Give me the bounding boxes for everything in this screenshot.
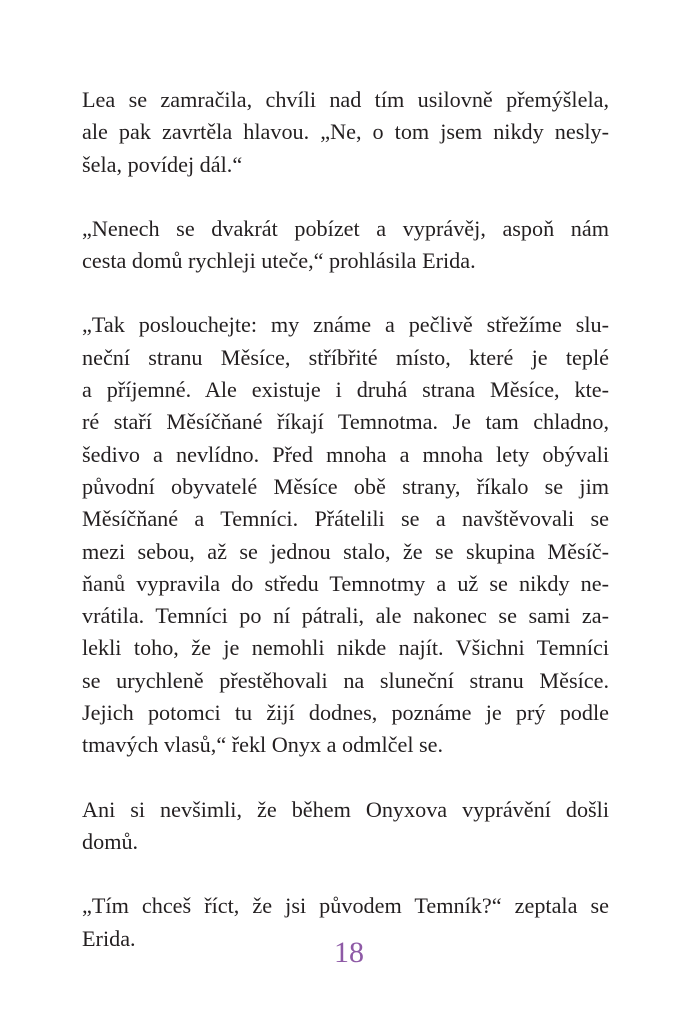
text-line: se urychleně přestěhovali na sluneční stranu Měsíce. (82, 667, 609, 693)
text-line: ré staří Měsíčňané říkají Temnotma. Je tam chladno, (82, 409, 609, 435)
text-line: šela, povídej dál.“ (82, 151, 243, 177)
text-line: tmavých vlasů,“ řekl Onyx a odmlčel se. (82, 732, 444, 758)
text-line: „Tím chceš říct, že jsi původem Temník?“ zeptala se (82, 893, 609, 919)
text-line: mezi sebou, až se jednou stalo, že se skupina Měsíč- (82, 538, 609, 564)
text-line: ňanů vypravila do středu Temnotmy a už se nikdy ne- (82, 570, 609, 596)
text-line: vrátila. Temníci po ní pátrali, ale nakonec se sami za- (82, 603, 609, 629)
page-number: 18 (334, 936, 364, 969)
text-line: a příjemné. Ale existuje i druhá strana Měsíce, kte- (82, 377, 609, 403)
text-line: Ani si nevšimli, že během Onyxova vyprávění došli (82, 796, 609, 822)
text-line: cesta domů rychleji uteče,“ prohlásila Erida. (82, 248, 476, 274)
text-line: lekli toho, že je nemohli nikde najít. Všichni Temníci (82, 635, 609, 661)
text-line: Měsíčňané a Temníci. Přátelili se a navštěvovali se (82, 506, 609, 532)
text-line: ale pak zavrtěla hlavou. „Ne, o tom jsem nikdy nesly- (82, 119, 609, 145)
text-line: neční stranu Měsíce, stříbřité místo, které je teplé (82, 344, 609, 370)
paragraph (82, 309, 609, 761)
text-line: Lea se zamračila, chvíli nad tím usilovně přemýšlela, (82, 87, 609, 112)
text-line: šedivo a nevlídno. Před mnoha a mnoha lety obývali (82, 441, 609, 467)
text-line: původní obyvatelé Měsíce obě strany, říkalo se jim (82, 473, 609, 499)
text-line: Jejich potomci tu žijí dodnes, poznáme je prý podle (82, 700, 609, 726)
text-line: „Nenech se dvakrát pobízet a vyprávěj, aspoň nám (82, 215, 609, 241)
paragraph (82, 213, 609, 278)
paragraph (82, 84, 609, 181)
text-line: domů. (82, 828, 139, 854)
page-body (82, 84, 609, 987)
text-line: „Tak poslouchejte: my známe a pečlivě střežíme slu- (82, 312, 609, 338)
paragraph (82, 794, 609, 859)
text-line: Erida. (82, 925, 136, 951)
